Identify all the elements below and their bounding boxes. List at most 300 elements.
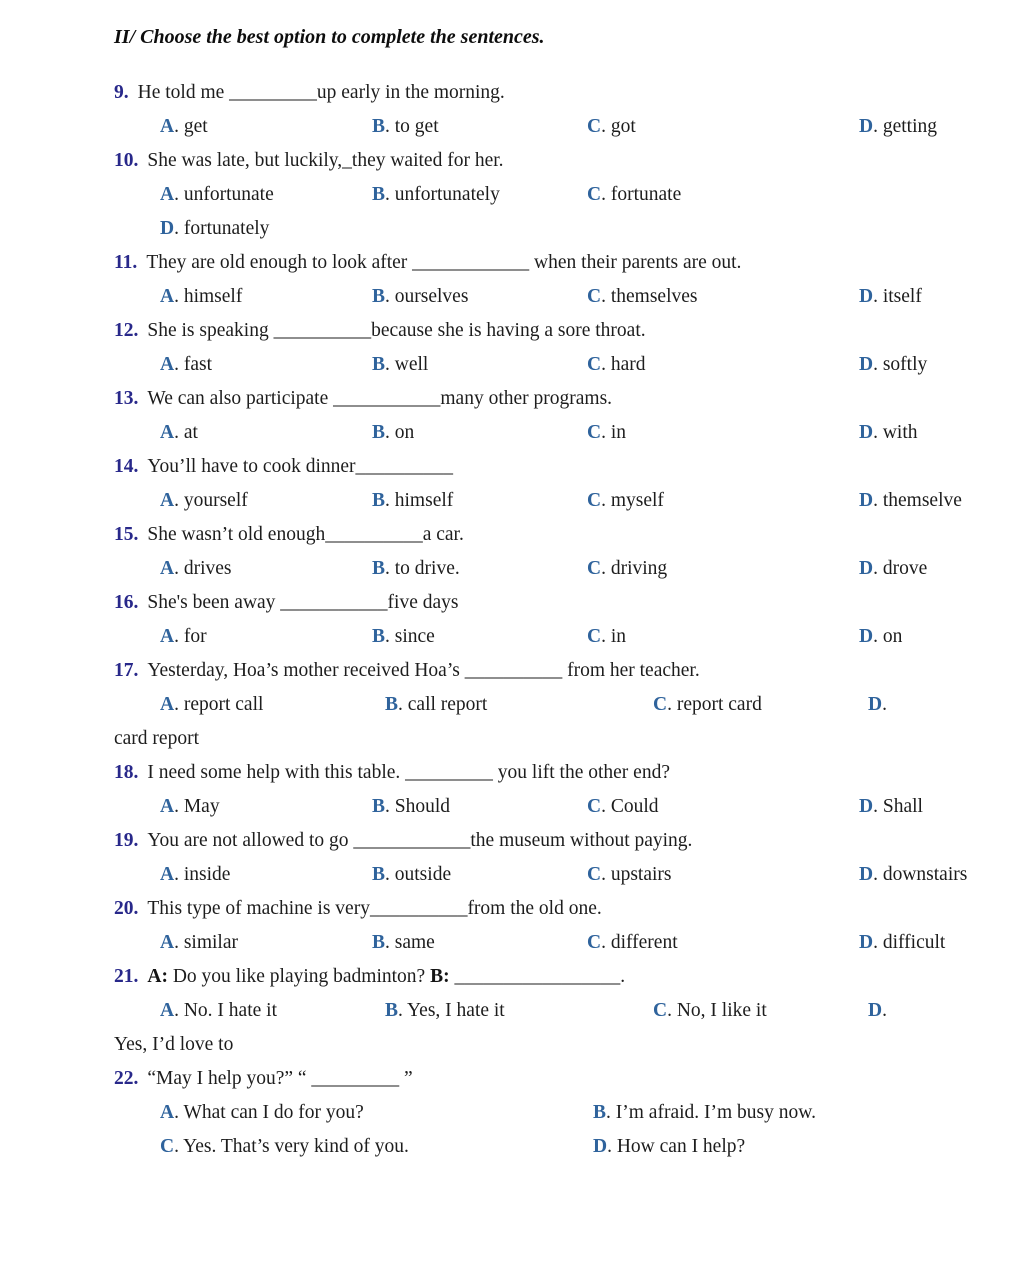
options-row bbox=[114, 484, 984, 518]
question bbox=[114, 314, 984, 382]
option-separator: . bbox=[174, 932, 184, 953]
option-separator: . bbox=[385, 558, 395, 579]
question-line bbox=[114, 518, 984, 552]
option-text: since bbox=[394, 626, 435, 647]
option-label: C bbox=[587, 354, 602, 375]
option-separator: . bbox=[174, 1102, 184, 1123]
options-row bbox=[114, 1130, 984, 1164]
option-b bbox=[372, 348, 587, 382]
option-separator: . bbox=[174, 218, 184, 239]
question bbox=[114, 654, 984, 756]
question-number: 14. bbox=[114, 456, 139, 477]
option-text: unfortunate bbox=[183, 184, 274, 205]
option-continuation-text: Yes, I’d love to bbox=[114, 1034, 234, 1055]
option-label: B bbox=[593, 1102, 607, 1123]
question-line bbox=[114, 586, 984, 620]
options-row bbox=[114, 280, 984, 314]
question-number: 18. bbox=[114, 762, 139, 783]
option-separator: . bbox=[601, 286, 611, 307]
question-line bbox=[114, 144, 984, 178]
option-text: inside bbox=[183, 864, 231, 885]
option-text: No. I hate it bbox=[183, 1000, 277, 1021]
option-separator: . bbox=[385, 490, 395, 511]
option-text: May bbox=[183, 796, 220, 817]
option-label: B bbox=[385, 1000, 399, 1021]
option-label: B bbox=[372, 354, 386, 375]
option-separator: . bbox=[873, 796, 883, 817]
options-row bbox=[114, 620, 984, 654]
option-separator: . bbox=[601, 116, 611, 137]
question-number: 22. bbox=[114, 1068, 139, 1089]
option-separator: . bbox=[667, 694, 677, 715]
question bbox=[114, 1062, 984, 1164]
option-text: What can I do for you? bbox=[183, 1102, 364, 1123]
option-b bbox=[372, 110, 587, 144]
option-separator: . bbox=[873, 626, 883, 647]
option-label: D bbox=[868, 1000, 883, 1021]
option-text: Yes. That’s very kind of you. bbox=[183, 1136, 409, 1157]
option-separator: . bbox=[882, 1000, 887, 1021]
option-c bbox=[587, 178, 859, 212]
option-text: get bbox=[183, 116, 208, 137]
options-row bbox=[114, 858, 984, 892]
question-text: This type of machine is very__________from the old one. bbox=[147, 898, 602, 919]
option-continuation-text: card report bbox=[114, 728, 199, 749]
option-label: B bbox=[385, 694, 399, 715]
option-label: C bbox=[160, 1136, 175, 1157]
option-text: itself bbox=[882, 286, 922, 307]
option-separator: . bbox=[873, 116, 883, 137]
option-a bbox=[160, 110, 372, 144]
option-text: No, I like it bbox=[676, 1000, 767, 1021]
question-line bbox=[114, 76, 984, 110]
option-separator: . bbox=[601, 184, 611, 205]
option-separator: . bbox=[385, 796, 395, 817]
option-a bbox=[160, 994, 385, 1028]
option-c bbox=[160, 1130, 593, 1164]
option-separator: . bbox=[385, 864, 395, 885]
option-text: in bbox=[610, 422, 627, 443]
option-text: myself bbox=[610, 490, 664, 511]
question bbox=[114, 892, 984, 960]
option-b bbox=[372, 178, 587, 212]
option-text: report card bbox=[676, 694, 762, 715]
option-c bbox=[653, 994, 868, 1028]
option-text: themselves bbox=[610, 286, 698, 307]
option-c bbox=[587, 926, 859, 960]
option-a bbox=[160, 926, 372, 960]
option-separator: . bbox=[385, 184, 395, 205]
option-label: D bbox=[859, 864, 874, 885]
option-separator: . bbox=[601, 796, 611, 817]
question-line bbox=[114, 654, 984, 688]
question-text: You’ll have to cook dinner__________ bbox=[147, 456, 454, 477]
option-d bbox=[160, 212, 372, 246]
option-separator: . bbox=[873, 286, 883, 307]
option-b bbox=[372, 416, 587, 450]
option-label: B bbox=[372, 796, 386, 817]
option-a bbox=[160, 280, 372, 314]
option-separator: . bbox=[606, 1102, 616, 1123]
question bbox=[114, 450, 984, 518]
option-separator: . bbox=[601, 626, 611, 647]
option-label: A bbox=[160, 932, 175, 953]
option-c bbox=[587, 620, 859, 654]
option-text: same bbox=[394, 932, 435, 953]
option-separator: . bbox=[174, 422, 184, 443]
option-label: C bbox=[587, 286, 602, 307]
question bbox=[114, 76, 984, 144]
question-line bbox=[114, 960, 984, 994]
option-b bbox=[385, 688, 653, 722]
option-text: report call bbox=[183, 694, 264, 715]
question-text-part: B: bbox=[430, 966, 450, 987]
option-c bbox=[587, 484, 859, 518]
question bbox=[114, 246, 984, 314]
option-text: fortunately bbox=[183, 218, 270, 239]
option-d bbox=[868, 688, 984, 722]
option-separator: . bbox=[174, 864, 184, 885]
options-row bbox=[114, 416, 984, 450]
question-number: 9. bbox=[114, 82, 129, 103]
question-text: We can also participate ___________many other programs. bbox=[147, 388, 613, 409]
option-label: B bbox=[372, 558, 386, 579]
option-label: B bbox=[372, 286, 386, 307]
option-text: drove bbox=[882, 558, 928, 579]
option-label: B bbox=[372, 422, 386, 443]
option-label: C bbox=[587, 932, 602, 953]
option-separator: . bbox=[174, 558, 184, 579]
option-separator: . bbox=[385, 422, 395, 443]
question-text: “May I help you?” “ _________ ” bbox=[147, 1068, 413, 1089]
question bbox=[114, 824, 984, 892]
question-number: 16. bbox=[114, 592, 139, 613]
question-text-part: A: bbox=[147, 966, 168, 987]
option-d bbox=[859, 416, 984, 450]
question-number: 15. bbox=[114, 524, 139, 545]
question bbox=[114, 518, 984, 586]
option-separator: . bbox=[174, 626, 184, 647]
option-label: D bbox=[859, 558, 874, 579]
option-b bbox=[372, 552, 587, 586]
option-b bbox=[385, 994, 653, 1028]
option-text: outside bbox=[394, 864, 452, 885]
option-label: A bbox=[160, 354, 175, 375]
option-a bbox=[160, 484, 372, 518]
option-separator: . bbox=[385, 626, 395, 647]
option-label: D bbox=[160, 218, 175, 239]
option-d bbox=[859, 926, 984, 960]
option-b bbox=[372, 926, 587, 960]
options-row bbox=[114, 1096, 984, 1130]
option-text: How can I help? bbox=[616, 1136, 746, 1157]
option-c bbox=[587, 790, 859, 824]
question bbox=[114, 586, 984, 654]
option-a bbox=[160, 790, 372, 824]
option-label: B bbox=[372, 626, 386, 647]
option-c bbox=[587, 348, 859, 382]
option-text: driving bbox=[610, 558, 668, 579]
option-text: different bbox=[610, 932, 678, 953]
option-separator: . bbox=[601, 422, 611, 443]
options-row bbox=[114, 688, 984, 722]
options-row bbox=[114, 926, 984, 960]
options-row bbox=[114, 994, 984, 1028]
question-line bbox=[114, 824, 984, 858]
option-separator: . bbox=[882, 694, 887, 715]
option-text: similar bbox=[183, 932, 239, 953]
option-text: upstairs bbox=[610, 864, 672, 885]
option-label: C bbox=[587, 864, 602, 885]
question-text: I need some help with this table. _________ you lift the other end? bbox=[147, 762, 670, 783]
option-a bbox=[160, 1096, 593, 1130]
option-d bbox=[859, 858, 984, 892]
option-text: softly bbox=[882, 354, 928, 375]
option-separator: . bbox=[873, 558, 883, 579]
option-d bbox=[859, 484, 984, 518]
option-c bbox=[587, 858, 859, 892]
option-text: with bbox=[882, 422, 918, 443]
option-separator: . bbox=[398, 694, 408, 715]
option-text: themselve bbox=[882, 490, 962, 511]
option-label: A bbox=[160, 1000, 175, 1021]
option-label: A bbox=[160, 796, 175, 817]
question-line bbox=[114, 1062, 984, 1096]
option-separator: . bbox=[385, 354, 395, 375]
option-text: to get bbox=[394, 116, 439, 137]
question-number: 20. bbox=[114, 898, 139, 919]
option-label: D bbox=[859, 354, 874, 375]
option-separator: . bbox=[873, 864, 883, 885]
question-number: 17. bbox=[114, 660, 139, 681]
option-b bbox=[593, 1096, 984, 1130]
options-row bbox=[114, 178, 984, 212]
option-label: A bbox=[160, 694, 175, 715]
option-separator: . bbox=[873, 932, 883, 953]
option-a bbox=[160, 620, 372, 654]
option-text: downstairs bbox=[882, 864, 968, 885]
option-label: B bbox=[372, 116, 386, 137]
option-b bbox=[372, 790, 587, 824]
option-label: B bbox=[372, 932, 386, 953]
question-number: 11. bbox=[114, 252, 138, 273]
option-text: Should bbox=[394, 796, 451, 817]
question-line bbox=[114, 382, 984, 416]
option-text: ourselves bbox=[394, 286, 469, 307]
option-d bbox=[859, 552, 984, 586]
option-label: C bbox=[587, 490, 602, 511]
question-text: She is speaking __________because she is having a sore throat. bbox=[147, 320, 646, 341]
option-label: A bbox=[160, 558, 175, 579]
option-label: D bbox=[859, 932, 874, 953]
question-text: She wasn’t old enough__________a car. bbox=[147, 524, 464, 545]
options-row bbox=[114, 348, 984, 382]
option-separator: . bbox=[174, 354, 184, 375]
option-separator: . bbox=[385, 286, 395, 307]
option-b bbox=[372, 620, 587, 654]
option-label: A bbox=[160, 490, 175, 511]
options-row bbox=[114, 552, 984, 586]
option-text: call report bbox=[407, 694, 488, 715]
question bbox=[114, 960, 984, 1062]
option-text: hard bbox=[610, 354, 646, 375]
option-label: D bbox=[859, 286, 874, 307]
option-label: D bbox=[859, 490, 874, 511]
options-row bbox=[114, 790, 984, 824]
question-text: You are not allowed to go ____________the museum without paying. bbox=[147, 830, 693, 851]
option-label: D bbox=[859, 422, 874, 443]
option-label: A bbox=[160, 116, 175, 137]
option-label: B bbox=[372, 864, 386, 885]
question-line bbox=[114, 756, 984, 790]
option-text: himself bbox=[394, 490, 454, 511]
option-text: Could bbox=[610, 796, 659, 817]
option-separator: . bbox=[873, 354, 883, 375]
question-text: Yesterday, Hoa’s mother received Hoa’s __________ from her teacher. bbox=[147, 660, 700, 681]
option-label: B bbox=[372, 184, 386, 205]
option-text: well bbox=[394, 354, 429, 375]
option-label: D bbox=[859, 796, 874, 817]
option-label: A bbox=[160, 626, 175, 647]
option-label: D bbox=[593, 1136, 608, 1157]
question-text: They are old enough to look after ____________ when their parents are out. bbox=[146, 252, 742, 273]
option-d bbox=[868, 994, 984, 1028]
option-label: C bbox=[653, 1000, 668, 1021]
option-label: A bbox=[160, 422, 175, 443]
option-text: in bbox=[610, 626, 627, 647]
option-c bbox=[587, 110, 859, 144]
option-label: C bbox=[587, 184, 602, 205]
option-a bbox=[160, 416, 372, 450]
option-text: getting bbox=[882, 116, 938, 137]
option-separator: . bbox=[174, 1000, 184, 1021]
option-label: D bbox=[868, 694, 883, 715]
option-separator: . bbox=[601, 864, 611, 885]
question-line bbox=[114, 892, 984, 926]
option-d bbox=[859, 348, 984, 382]
option-separator: . bbox=[607, 1136, 617, 1157]
option-text: drives bbox=[183, 558, 232, 579]
option-text: to drive. bbox=[394, 558, 460, 579]
option-label: A bbox=[160, 1102, 175, 1123]
option-separator: . bbox=[385, 932, 395, 953]
option-label: C bbox=[587, 626, 602, 647]
option-label: C bbox=[587, 116, 602, 137]
question bbox=[114, 382, 984, 450]
option-a bbox=[160, 178, 372, 212]
option-b bbox=[372, 280, 587, 314]
option-text: fortunate bbox=[610, 184, 682, 205]
option-separator: . bbox=[174, 1136, 184, 1157]
question-number: 21. bbox=[114, 966, 139, 987]
option-separator: . bbox=[667, 1000, 677, 1021]
option-separator: . bbox=[398, 1000, 408, 1021]
option-d bbox=[859, 280, 984, 314]
options-row bbox=[114, 110, 984, 144]
option-label: C bbox=[587, 422, 602, 443]
question bbox=[114, 144, 984, 246]
option-b bbox=[372, 858, 587, 892]
question-text: She's been away ___________five days bbox=[147, 592, 459, 613]
question bbox=[114, 756, 984, 824]
option-text: got bbox=[610, 116, 636, 137]
option-text: on bbox=[394, 422, 415, 443]
option-text: difficult bbox=[882, 932, 946, 953]
question-number: 12. bbox=[114, 320, 139, 341]
option-text: on bbox=[882, 626, 903, 647]
option-separator: . bbox=[174, 694, 184, 715]
option-label: A bbox=[160, 184, 175, 205]
option-label: C bbox=[587, 796, 602, 817]
option-separator: . bbox=[174, 490, 184, 511]
option-a bbox=[160, 552, 372, 586]
option-text: for bbox=[183, 626, 207, 647]
option-d bbox=[593, 1130, 984, 1164]
option-text: Yes, I hate it bbox=[407, 1000, 505, 1021]
option-separator: . bbox=[174, 796, 184, 817]
question-number: 19. bbox=[114, 830, 139, 851]
option-label: D bbox=[859, 116, 874, 137]
option-label: A bbox=[160, 864, 175, 885]
option-label: B bbox=[372, 490, 386, 511]
option-c bbox=[653, 688, 868, 722]
option-separator: . bbox=[601, 490, 611, 511]
option-c bbox=[587, 416, 859, 450]
option-label: C bbox=[653, 694, 668, 715]
option-a bbox=[160, 858, 372, 892]
question-line bbox=[114, 314, 984, 348]
option-text: fast bbox=[183, 354, 212, 375]
option-label: D bbox=[859, 626, 874, 647]
question-text-part: Do you like playing badminton? bbox=[167, 966, 431, 987]
option-separator: . bbox=[174, 286, 184, 307]
option-d bbox=[859, 620, 984, 654]
question-number: 13. bbox=[114, 388, 139, 409]
question-line bbox=[114, 450, 984, 484]
option-separator: . bbox=[174, 116, 184, 137]
section-heading: II/ Choose the best option to complete the sentences. bbox=[114, 26, 545, 48]
questions-list bbox=[114, 76, 984, 1164]
option-a bbox=[160, 348, 372, 382]
question-text: She was late, but luckily,_they waited for her. bbox=[147, 150, 504, 171]
question-text-part: _________________. bbox=[449, 966, 626, 987]
option-a bbox=[160, 688, 385, 722]
option-separator: . bbox=[385, 116, 395, 137]
option-separator: . bbox=[873, 422, 883, 443]
option-text: I’m afraid. I’m busy now. bbox=[615, 1102, 816, 1123]
option-separator: . bbox=[601, 932, 611, 953]
option-c bbox=[587, 280, 859, 314]
question-number: 10. bbox=[114, 150, 139, 171]
option-label: C bbox=[587, 558, 602, 579]
option-text: himself bbox=[183, 286, 243, 307]
option-separator: . bbox=[601, 354, 611, 375]
question-text: He told me _________up early in the morning. bbox=[137, 82, 505, 103]
option-text: unfortunately bbox=[394, 184, 500, 205]
option-c bbox=[587, 552, 859, 586]
question-line bbox=[114, 246, 984, 280]
option-separator: . bbox=[601, 558, 611, 579]
option-separator: . bbox=[873, 490, 883, 511]
option-label: A bbox=[160, 286, 175, 307]
option-b bbox=[372, 484, 587, 518]
option-text: yourself bbox=[183, 490, 248, 511]
option-text: Shall bbox=[882, 796, 923, 817]
options-row bbox=[114, 212, 984, 246]
option-text: at bbox=[183, 422, 198, 443]
option-separator: . bbox=[174, 184, 184, 205]
option-d bbox=[859, 790, 984, 824]
